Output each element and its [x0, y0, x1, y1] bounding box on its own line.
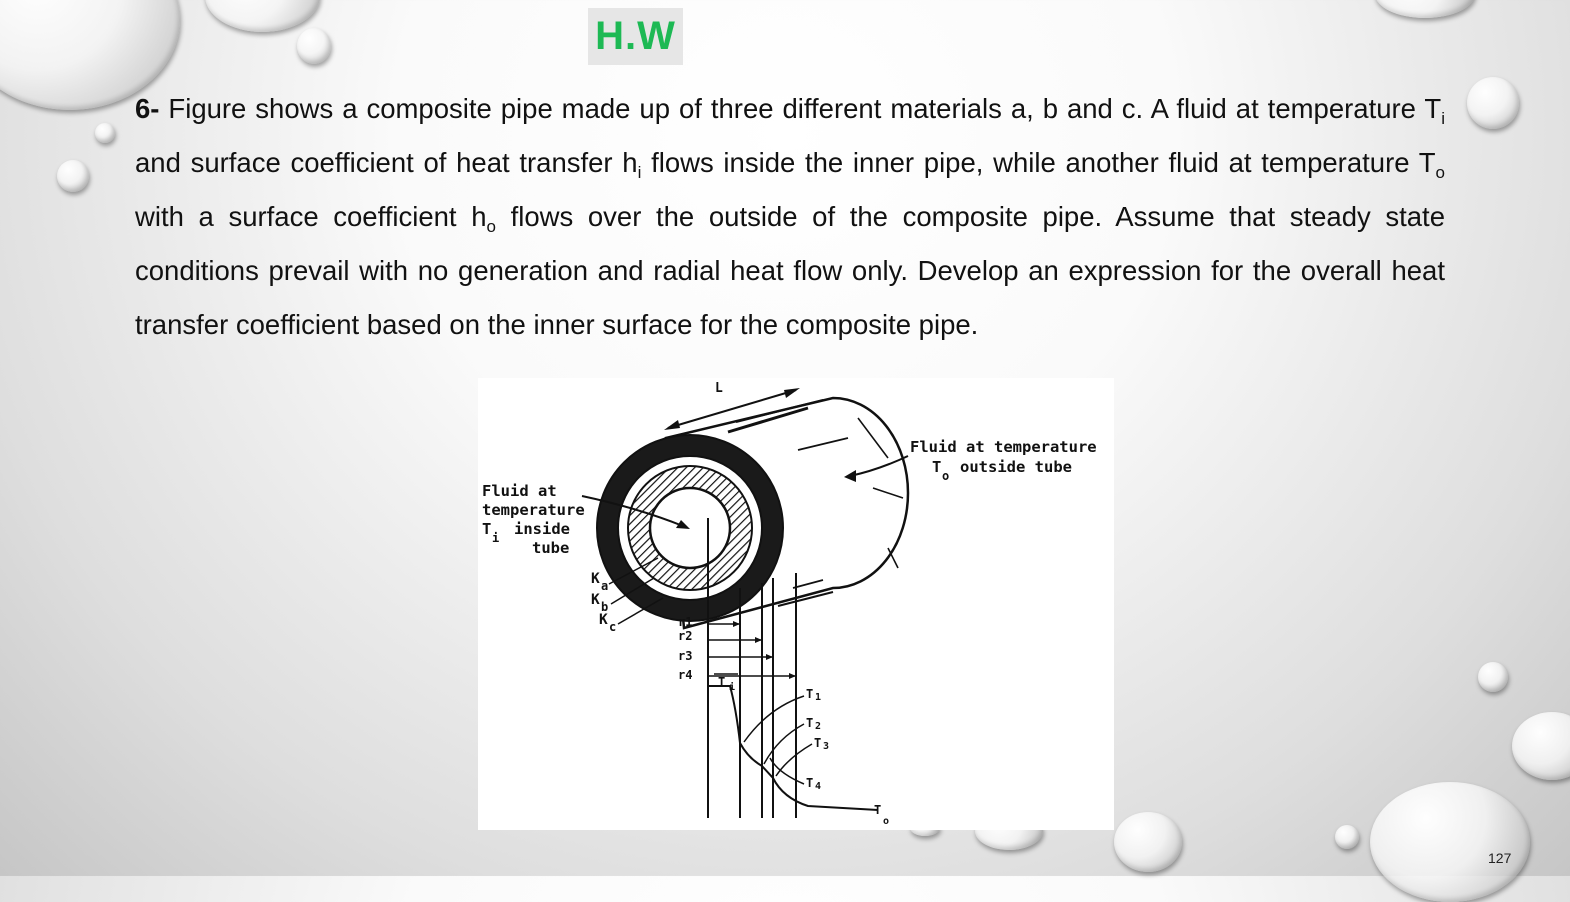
- water-drop-decoration: [1335, 825, 1359, 849]
- water-drop-decoration: [1478, 662, 1508, 692]
- subscript: i: [1441, 109, 1445, 128]
- svg-text:i: i: [492, 531, 500, 545]
- svg-text:3: 3: [823, 741, 830, 752]
- svg-text:T: T: [814, 736, 822, 750]
- svg-text:temperature: temperature: [482, 501, 585, 519]
- svg-text:r4: r4: [678, 668, 693, 682]
- svg-text:o: o: [942, 469, 950, 483]
- page-number: 127: [1488, 850, 1512, 866]
- problem-number: 6-: [135, 93, 160, 124]
- svg-text:inside: inside: [514, 520, 570, 538]
- subscript: i: [637, 163, 642, 182]
- temperature-profile: [708, 674, 889, 827]
- water-drop-decoration: [95, 123, 115, 143]
- svg-text:r3: r3: [678, 649, 693, 663]
- composite-pipe-diagram: [478, 378, 1114, 830]
- svg-text:K: K: [591, 571, 600, 587]
- water-drop-decoration: [1375, 0, 1475, 18]
- svg-text:tube: tube: [532, 539, 570, 557]
- svg-text:4: 4: [815, 781, 822, 792]
- pipe-cross-section: [597, 435, 783, 621]
- problem-text-segment: with a surface coefficient h: [135, 201, 487, 232]
- svg-text:Fluid at: Fluid at: [482, 482, 557, 500]
- svg-text:T: T: [874, 803, 882, 817]
- water-drop-decoration: [297, 28, 331, 64]
- svg-text:T: T: [932, 458, 942, 476]
- slide-heading: H.W: [588, 8, 683, 65]
- svg-text:r2: r2: [678, 629, 693, 643]
- water-drop-decoration: [1467, 77, 1519, 129]
- length-label: L: [715, 381, 723, 396]
- svg-text:T: T: [806, 716, 814, 730]
- water-drop-decoration: [205, 0, 320, 32]
- problem-text-segment: and surface coefficient of heat transfer h: [135, 147, 638, 178]
- svg-text:T: T: [482, 520, 492, 538]
- problem-text-segment: Figure shows a composite pipe made up of three different materials a, b and c. A fluid at temperature T: [159, 93, 1442, 124]
- water-drop-decoration: [1370, 782, 1530, 902]
- svg-text:c: c: [609, 620, 617, 634]
- problem-statement: [135, 82, 1445, 352]
- svg-text:o: o: [883, 816, 890, 827]
- composite-pipe-figure: [478, 378, 1114, 830]
- svg-text:a: a: [601, 579, 609, 593]
- svg-text:2: 2: [815, 721, 822, 732]
- svg-text:T: T: [718, 675, 726, 689]
- svg-text:K: K: [591, 592, 600, 608]
- svg-text:Fluid at temperature: Fluid at temperature: [910, 438, 1097, 456]
- svg-text:outside tube: outside tube: [960, 458, 1072, 476]
- problem-text-segment: flows inside the inner pipe, while another fluid at temperature T: [641, 147, 1436, 178]
- svg-text:T: T: [806, 687, 814, 701]
- svg-text:b: b: [601, 600, 609, 614]
- svg-text:i: i: [729, 682, 736, 693]
- water-drop-decoration: [57, 160, 89, 192]
- water-drop-decoration: [1512, 712, 1570, 780]
- svg-text:T: T: [806, 776, 814, 790]
- svg-text:r1: r1: [678, 615, 693, 629]
- water-drop-decoration: [1114, 812, 1182, 872]
- svg-text:1: 1: [815, 692, 822, 703]
- problem-text-segment: flows over the outside of the composite pipe. Assume that steady state conditions prevail with no generation and radial heat flow only. Develop an expression for the overall heat transfer coefficient based on the inner surface for the composite pipe.: [135, 201, 1445, 340]
- subscript: o: [486, 217, 496, 236]
- subscript: o: [1435, 163, 1445, 182]
- svg-text:K: K: [599, 612, 608, 628]
